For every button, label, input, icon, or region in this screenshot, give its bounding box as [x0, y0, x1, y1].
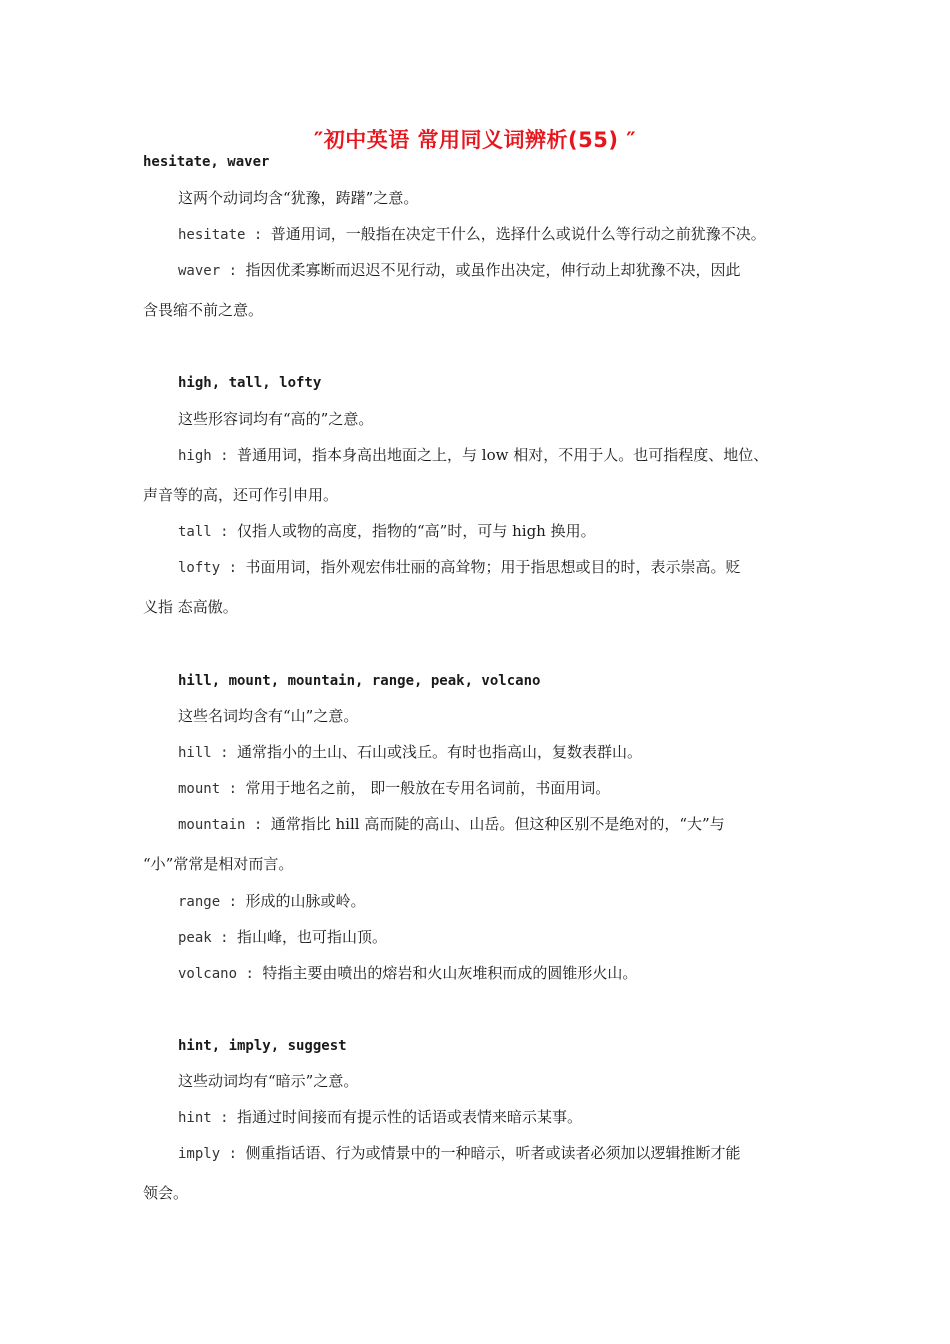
entry-text: 指山峰，也可指山顶。 — [237, 928, 388, 946]
entry-continuation: 领会。 — [143, 1184, 189, 1202]
document-title: ″初中英语 常用同义词辨析(55) ″ — [313, 128, 637, 152]
entry-word: mount — [178, 781, 221, 797]
entry-word: mountain — [178, 817, 246, 833]
entry-text: 通常指小的土山、石山或浅丘。有时也指高山，复数表群山。 — [237, 743, 643, 761]
entry-continuation: “小”常常是相对而言。 — [143, 855, 294, 873]
entry-line — [178, 558, 740, 577]
entry-word: volcano — [178, 966, 238, 982]
entry-line — [178, 261, 740, 280]
section-intro: 这些形容词均有“高的”之意。 — [178, 410, 374, 428]
entry-line — [178, 928, 387, 947]
entry-continuation: 义指 态高傲。 — [143, 598, 238, 616]
entry-continuation: 声音等的高，还可作引申用。 — [143, 486, 339, 504]
entry-line — [178, 446, 768, 465]
entry-separator: : — [220, 1146, 246, 1162]
section-intro: 这些动词均有“暗示”之意。 — [178, 1072, 359, 1090]
entry-separator: : — [220, 781, 246, 797]
section-heading: hint, imply, suggest — [178, 1038, 347, 1054]
entry-separator: : — [245, 817, 271, 833]
entry-text: 形成的山脉或岭。 — [245, 892, 366, 910]
entry-separator: : — [211, 448, 238, 464]
entry-word: hint — [178, 1110, 212, 1126]
entry-word: range — [178, 894, 221, 910]
entry-continuation: 含畏缩不前之意。 — [143, 301, 264, 319]
entry-separator: : — [237, 966, 263, 982]
entry-word: peak — [178, 930, 212, 946]
entry-text: 通常指比 hill 高而陡的高山、山岳。但这种区别不是绝对的，“大”与 — [270, 815, 725, 833]
entry-word: imply — [178, 1146, 221, 1162]
section-intro: 这两个动词均含“犹豫，踌躇”之意。 — [178, 189, 419, 207]
entry-word: hill — [178, 745, 212, 761]
entry-separator: : — [211, 745, 238, 761]
entry-line — [178, 743, 642, 762]
entry-line — [178, 779, 610, 798]
entry-separator: : — [220, 263, 246, 279]
entry-separator: : — [211, 524, 238, 540]
entry-text: 普通用词，一般指在决定干什么，选择什么或说什么等行动之前犹豫不决。 — [270, 225, 766, 243]
entry-separator: : — [211, 1110, 238, 1126]
entry-word: lofty — [178, 560, 221, 576]
entry-text: 指通过时间接而有提示性的话语或表情来暗示某事。 — [237, 1108, 583, 1126]
entry-text: 常用于地名之前， 即一般放在专用名词前，书面用词。 — [245, 779, 611, 797]
entry-word: hesitate — [178, 227, 246, 243]
entry-line — [178, 892, 365, 911]
entry-text: 侧重指话语、行为或情景中的一种暗示，听者或读者必须加以逻辑推断才能 — [245, 1144, 741, 1162]
entry-text: 书面用词，指外观宏伟壮丽的高耸物；用于指思想或目的时，表示崇高。贬 — [245, 558, 741, 576]
entry-line — [178, 964, 637, 983]
section-heading: hill, mount, mountain, range, peak, volcano — [178, 673, 541, 689]
entry-line — [178, 1144, 740, 1163]
entry-word: high — [178, 448, 212, 464]
entry-text: 仅指人或物的高度，指物的“高”时，可与 high 换用。 — [237, 522, 596, 540]
entry-word: tall — [178, 524, 212, 540]
entry-line — [178, 522, 596, 541]
entry-text: 特指主要由喷出的熔岩和火山灰堆积而成的圆锥形火山。 — [262, 964, 638, 982]
section-heading: high, tall, lofty — [178, 375, 322, 391]
entry-text: 指因优柔寡断而迟迟不见行动，或虽作出决定，伸行动上却犹豫不决，因此 — [245, 261, 741, 279]
entry-line — [178, 1108, 582, 1127]
section-heading: hesitate, waver — [143, 154, 270, 170]
entry-separator: : — [220, 560, 246, 576]
entry-separator: : — [220, 894, 246, 910]
entry-separator: : — [211, 930, 238, 946]
entry-line — [178, 815, 725, 834]
entry-word: waver — [178, 263, 221, 279]
section-intro: 这些名词均含有“山”之意。 — [178, 707, 359, 725]
entry-text: 普通用词，指本身高出地面之上，与 low 相对，不用于人。也可指程度、地位、 — [237, 446, 769, 464]
entry-separator: : — [245, 227, 271, 243]
entry-line — [178, 225, 766, 244]
